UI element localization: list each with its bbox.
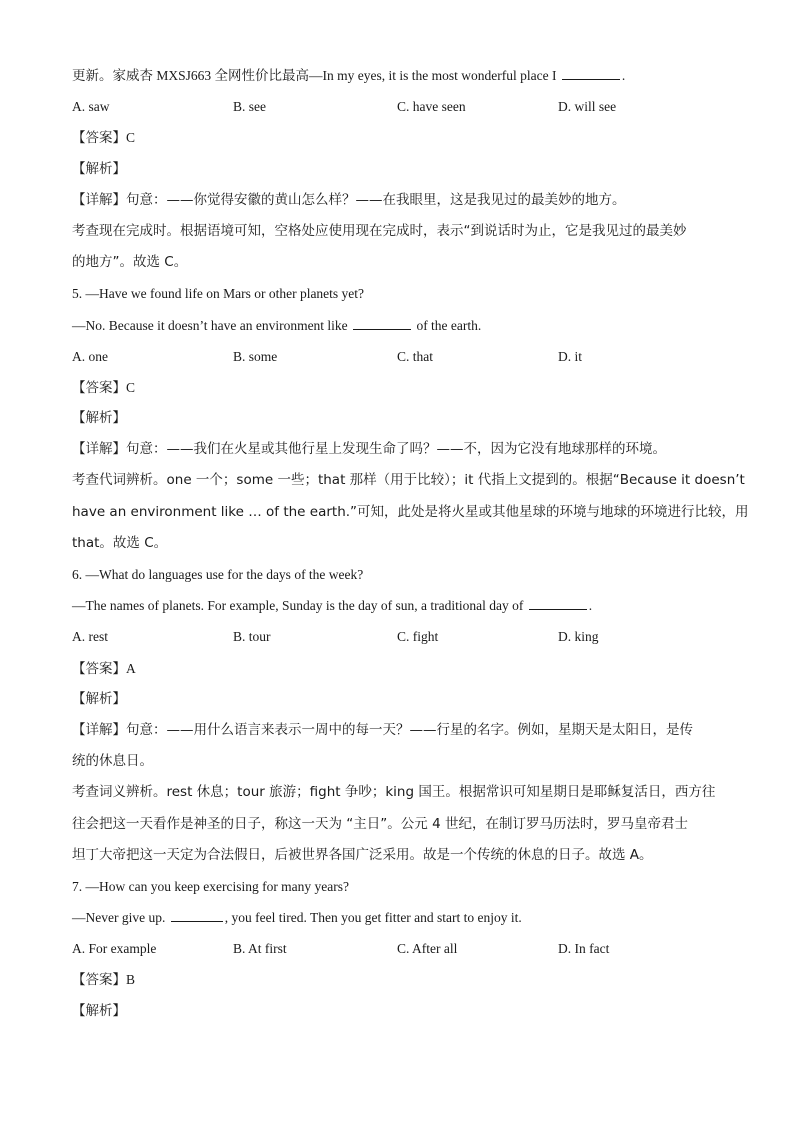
q6-answer-blank xyxy=(529,595,587,610)
q7-analysis-label: 【解析】 xyxy=(72,1002,126,1019)
q4-question-text: 更新。家威杏 MXSJ663 全网性价比最高—In my eyes, it is the most wonderful place I xyxy=(72,68,560,83)
q7-question-line-1: 7. —How can you keep exercising for many years? xyxy=(72,878,350,894)
document-page xyxy=(72,60,749,1027)
q5-answer-label: 【答案】 xyxy=(72,379,126,396)
q4-answer xyxy=(72,122,722,153)
q5-options xyxy=(72,341,722,372)
q7-option-a: A. For example xyxy=(72,941,157,957)
q7-question-line-2 xyxy=(72,902,722,933)
q5-question-line-1: 5. —Have we found life on Mars or other planets yet? xyxy=(72,286,365,302)
q4-analysis-label: 【解析】 xyxy=(72,160,126,177)
q5-question-end: of the earth. xyxy=(413,317,482,333)
q4-question-line xyxy=(72,60,722,91)
q4-detail-line-1: 【详解】句意：——你觉得安徽的黄山怎么样？——在我眼里，这是我见过的最美妙的地方。 xyxy=(72,191,626,208)
q6-detail-line-2: 统的休息日。 xyxy=(72,753,153,770)
q4-question-end: . xyxy=(621,68,626,83)
q6-detail-line-1: 【详解】句意：——用什么语言来表示一周中的每一天？——行星的名字。例如，星期天是太阳日，是传 xyxy=(72,721,693,738)
q5-detail-line-3: have an environment like … of the earth.”可知，此处是将火星或其他星球的环境与地球的环境进行比较，用 xyxy=(72,503,749,520)
q6-detail-line-5: 坦丁大帝把这一天定为合法假日，后被世界各国广泛采用。故是一个传统的休息的日子。故选 A。 xyxy=(72,846,653,863)
q7-answer xyxy=(72,964,722,995)
q6-option-d: D. king xyxy=(558,629,599,645)
q5-question-line-2 xyxy=(72,310,722,341)
q4-option-c: C. have seen xyxy=(397,99,466,115)
q6-analysis-label: 【解析】 xyxy=(72,690,126,707)
q4-detail-line-2: 考查现在完成时。根据语境可知，空格处应使用现在完成时，表示“到说话时为止，它是我见过的最美妙 xyxy=(72,222,687,239)
q4-option-b: B. see xyxy=(233,99,266,115)
q5-detail-line-4: that。故选 C。 xyxy=(72,534,168,551)
q7-options xyxy=(72,933,722,964)
q5-option-a: A. one xyxy=(72,348,108,364)
q6-option-a: A. rest xyxy=(72,629,108,645)
q5-option-c: C. that xyxy=(397,348,433,364)
q4-answer-blank xyxy=(562,65,620,80)
q6-option-b: B. tour xyxy=(233,629,271,645)
q5-detail-line-2: 考查代词辨析。one 一个；some 一些；that 那样（用于比较）；it 代指上文提到的。根据“Because it doesn’t xyxy=(72,472,745,489)
q5-question-text: —No. Because it doesn’t have an environment like xyxy=(72,317,352,333)
q7-option-b: B. At first xyxy=(233,941,287,957)
q5-analysis-label: 【解析】 xyxy=(72,410,126,427)
q6-answer xyxy=(72,653,722,684)
q7-answer-value: B xyxy=(126,972,136,988)
q5-answer-value: C xyxy=(126,379,136,395)
q7-answer-label: 【答案】 xyxy=(72,972,126,989)
q6-option-c: C. fight xyxy=(397,629,439,645)
q7-question-end: , you feel tired. Then you get fitter and start to enjoy it. xyxy=(224,910,522,926)
q6-answer-value: A xyxy=(126,660,136,676)
q6-detail-line-3: 考查词义辨析。rest 休息；tour 旅游；fight 争吵；king 国王。根据常识可知星期日是耶稣复活日，西方往 xyxy=(72,784,716,801)
q5-option-b: B. some xyxy=(233,348,278,364)
q4-option-d: D. will see xyxy=(558,99,617,115)
q4-answer-value: C xyxy=(126,130,136,146)
q6-question-text: —The names of planets. For example, Sunday is the day of sun, a traditional day of xyxy=(72,598,527,614)
q4-options xyxy=(72,91,722,122)
q5-option-d: D. it xyxy=(558,348,583,364)
q4-answer-label: 【答案】 xyxy=(72,130,126,147)
q4-option-a: A. saw xyxy=(72,99,110,115)
q6-question-line-1: 6. —What do languages use for the days of the week? xyxy=(72,567,364,582)
q7-answer-blank xyxy=(171,907,223,922)
q4-detail-line-3: 的地方”。故选 C。 xyxy=(72,254,188,271)
q7-option-c: C. After all xyxy=(397,941,458,957)
q6-question-line-2 xyxy=(72,590,722,621)
q6-question-end: . xyxy=(588,598,593,614)
q6-answer-label: 【答案】 xyxy=(72,660,126,677)
q5-answer xyxy=(72,372,722,403)
q7-option-d: D. In fact xyxy=(558,941,610,957)
q6-options xyxy=(72,621,722,652)
q5-detail-line-1: 【详解】句意：——我们在火星或其他行星上发现生命了吗？——不，因为它没有地球那样的环境。 xyxy=(72,441,666,458)
q7-question-text: —Never give up. xyxy=(72,910,169,926)
q5-answer-blank xyxy=(353,315,411,330)
q6-detail-line-4: 往会把这一天看作是神圣的日子，称这一天为 “主日”。公元 4 世纪，在制订罗马历法时，罗马皇帝君士 xyxy=(72,815,688,832)
